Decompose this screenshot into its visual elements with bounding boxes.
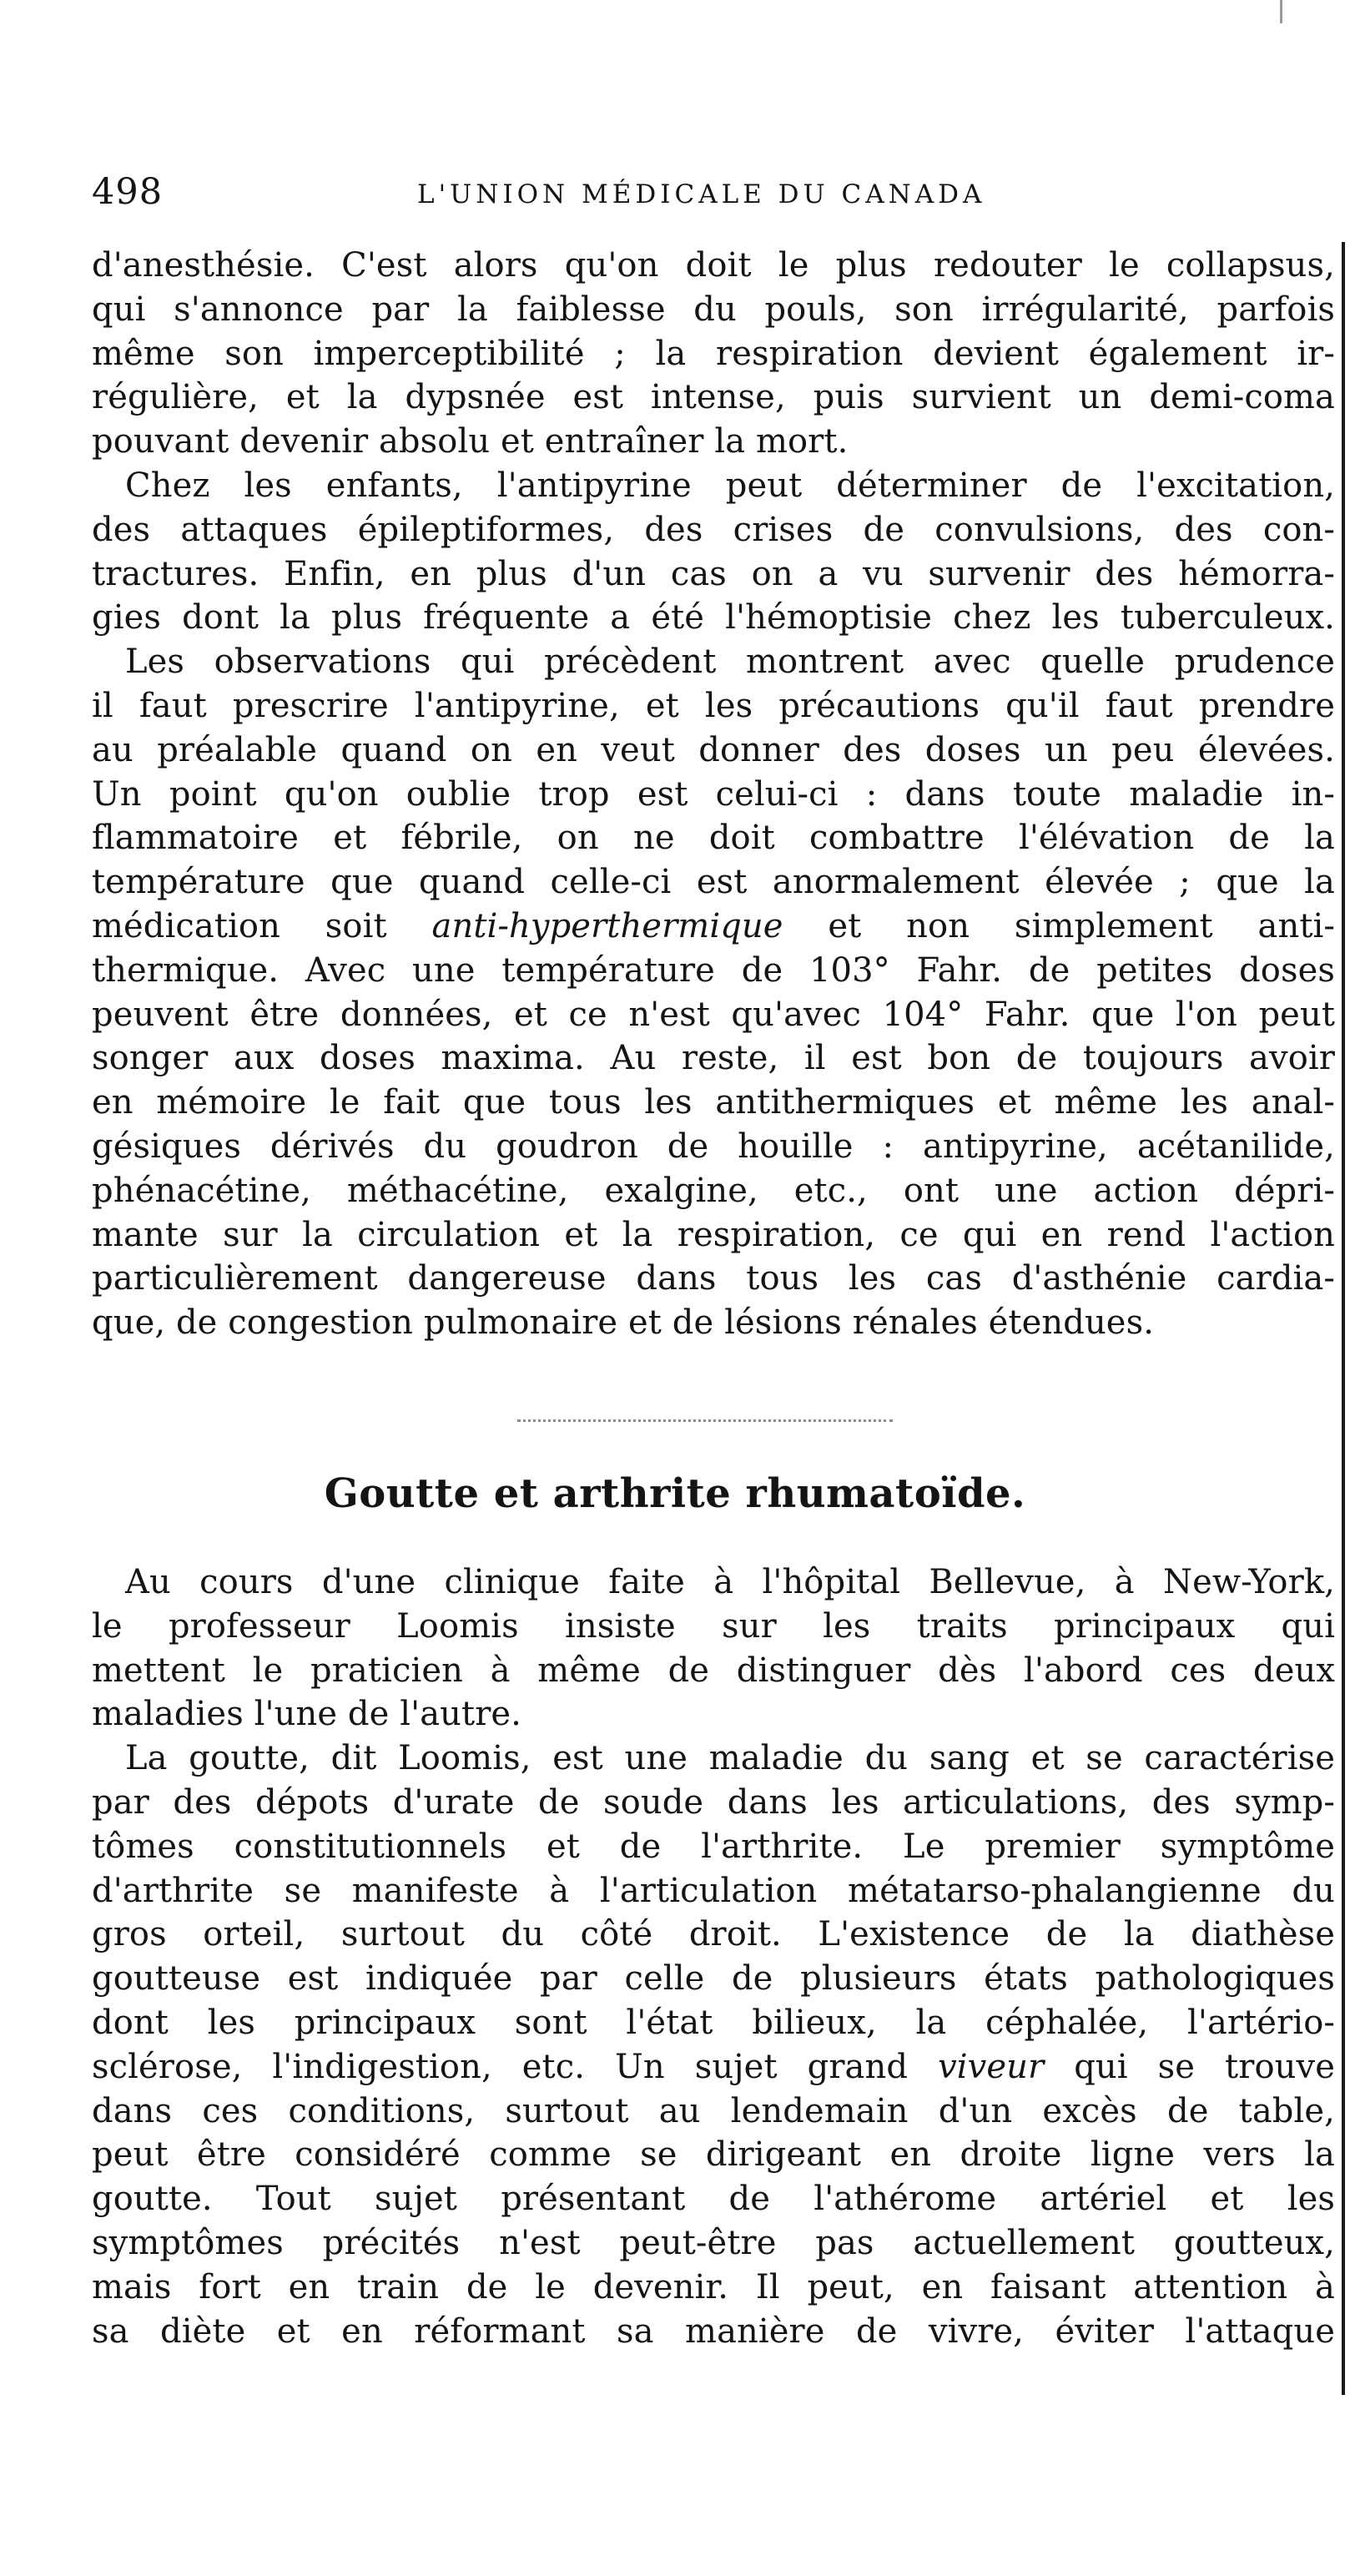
text-line: Les observations qui précèdent montrent avec quelle prudence (125, 643, 1335, 682)
text-line: thermique. Avec une température de 103° Fahr. de petites doses (92, 950, 1335, 990)
text-line: gésiques dérivés du goudron de houille : antipyrine, acétanilide, (92, 1127, 1335, 1166)
text-line: qui s'annonce par la faiblesse du pouls, son irrégularité, parfois (92, 290, 1335, 329)
text-line: mante sur la circulation et la respiration, ce qui en rend l'action (92, 1215, 1335, 1254)
text-line: Au cours d'une clinique faite à l'hôpital Bellevue, à New-York, (125, 1563, 1335, 1601)
text-line: goutteuse est indiquée par celle de plusieurs états pathologiques (92, 1959, 1335, 1999)
text-line: par des dépots d'urate de soude dans les articulations, des symp- (92, 1782, 1335, 1822)
running-head: L'UNION MÉDICALE DU CANADA (417, 179, 986, 209)
text-line: Chez les enfants, l'antipyrine peut déterminer de l'excitation, (125, 466, 1335, 505)
text-line: des attaques épileptiformes, des crises de convulsions, des con- (92, 510, 1335, 549)
text-line: Un point qu'on oublie trop est celui-ci : dans toute maladie in- (92, 774, 1335, 814)
text-line: d'anesthésie. C'est alors qu'on doit le plus redouter le collapsus, (92, 246, 1335, 285)
text-line: symptômes précités n'est peut-être pas actuellement goutteux, (92, 2223, 1335, 2262)
text-line: maladies l'une de l'autre. (92, 1695, 522, 1734)
text-line: en mémoire le fait que tous les antithermiques et même les anal- (92, 1083, 1335, 1122)
text-line: au préalable quand on en veut donner des doses un peu élevées. (92, 730, 1335, 769)
section-separator (517, 1419, 893, 1427)
text-line: tractures. Enfin, en plus d'un cas on a vu survenir des hémorra- (92, 554, 1335, 593)
text-segment: et non simplement anti- (828, 906, 1335, 945)
text-line: il faut prescrire l'antipyrine, et les précautions qu'il faut prendre (92, 686, 1335, 725)
text-line: régulière, et la dypsnée est intense, puis survient un demi-coma (92, 378, 1335, 417)
text-line: particulièrement dangereuse dans tous les cas d'asthénie cardia- (92, 1259, 1335, 1298)
text-line: température que quand celle-ci est anormalement élevée ; que la (92, 863, 1335, 902)
text-line: peuvent être données, et ce n'est qu'avec 104° Fahr. que l'on peut (92, 995, 1335, 1034)
text-line: gies dont la plus fréquente a été l'hémoptisie chez les tuberculeux. (92, 598, 1335, 638)
text-line: mettent le praticien à même de distinguer dès l'abord ces deux (92, 1651, 1335, 1690)
page-number: 498 (92, 171, 164, 213)
text-line-mixed (92, 905, 1335, 949)
text-line: peut être considéré comme se dirigeant en droite ligne vers la (92, 2135, 1335, 2175)
text-segment: qui se trouve (1074, 2047, 1335, 2086)
text-line: que, de congestion pulmonaire et de lésions rénales étendues. (92, 1303, 1155, 1343)
text-line: La goutte, dit Loomis, est une maladie du sang et se caractérise (125, 1739, 1335, 1778)
text-line: goutte. Tout sujet présentant de l'athérome artériel et les (92, 2180, 1335, 2219)
text-line: pouvant devenir absolu et entraîner la mort. (92, 422, 849, 461)
section-2-body (92, 1560, 1335, 2353)
text-line: sa diète et en réformant sa manière de vivre, éviter l'attaque (92, 2311, 1335, 2351)
text-line: tômes constitutionnels et de l'arthrite. Le premier symptôme (92, 1827, 1335, 1866)
edge-mark (1280, 0, 1282, 23)
section-1-body (92, 244, 1335, 1345)
text-line: le professeur Loomis insiste sur les traits principaux qui (92, 1606, 1335, 1646)
text-line: songer aux doses maxima. Au reste, il est bon de toujours avoir (92, 1039, 1335, 1078)
text-line: dont les principaux sont l'état bilieux, la céphalée, l'artério- (92, 2003, 1335, 2042)
italic-term: viveur (938, 2047, 1045, 2086)
margin-rule (1342, 242, 1345, 2395)
text-segment: médication soit (92, 906, 387, 945)
section-title: Goutte et arthrite rhumatoïde. (324, 1470, 1026, 1517)
text-line: d'arthrite se manifeste à l'articulation métatarso-phalangienne du (92, 1871, 1335, 1910)
text-segment: sclérose, l'indigestion, etc. Un sujet grand (92, 2047, 909, 2086)
text-line: gros orteil, surtout du côté droit. L'existence de la diathèse (92, 1915, 1335, 1954)
text-line-mixed (92, 2045, 1335, 2090)
text-line: mais fort en train de le devenir. Il peut, en faisant attention à (92, 2267, 1335, 2306)
text-line: dans ces conditions, surtout au lendemain d'un excès de table, (92, 2091, 1335, 2130)
text-line: même son imperceptibilité ; la respiration devient également ir- (92, 334, 1335, 373)
page-header (92, 171, 1018, 221)
italic-term: anti-hyperthermique (431, 906, 783, 945)
text-line: flammatoire et fébrile, on ne doit combattre l'élévation de la (92, 819, 1335, 858)
text-line: phénacétine, méthacétine, exalgine, etc., ont une action dépri- (92, 1171, 1335, 1210)
